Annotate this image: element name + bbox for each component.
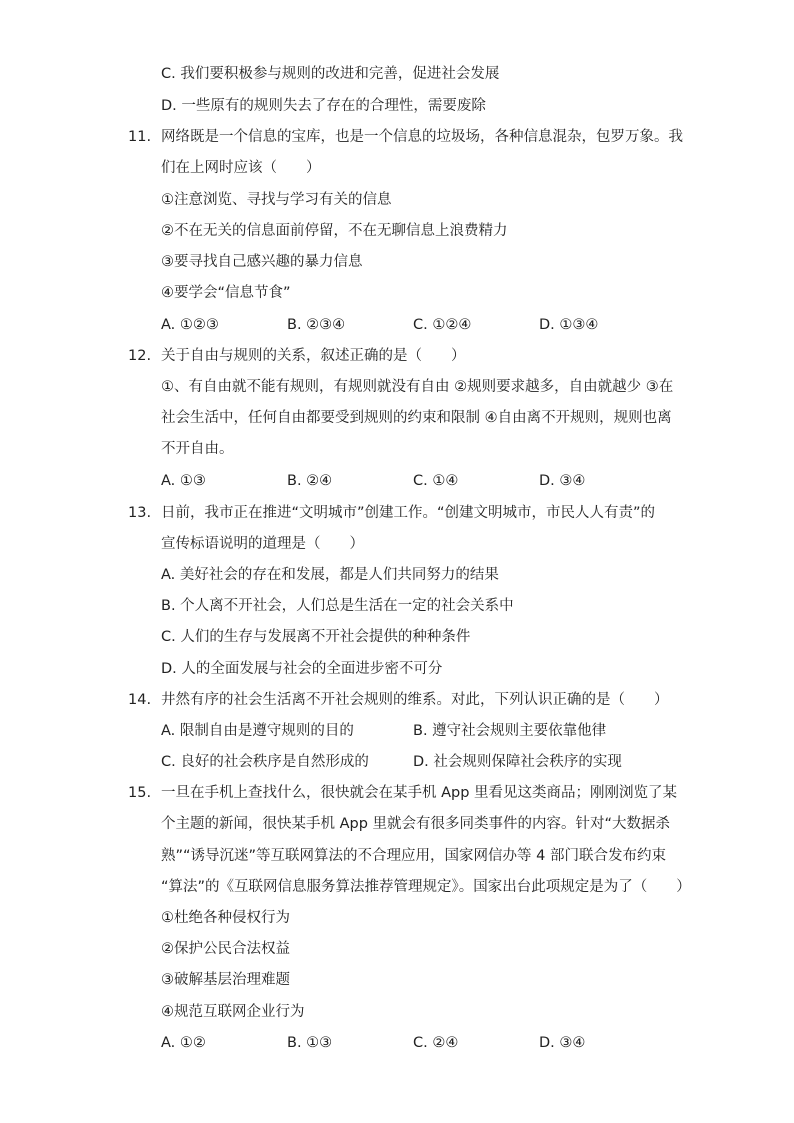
q12-option-d: D. ③④ (539, 473, 586, 489)
q13-option-b: B. 个人离不开社会，人们总是生活在一定的社会关系中 (161, 598, 514, 614)
q14-stem-line1: 井然有序的社会生活离不开社会规则的维系。对此，下列认识正确的是（ ） (161, 692, 669, 708)
q14-number: 14. (128, 692, 152, 708)
q14-option-d: D. 社会规则保障社会秩序的实现 (413, 754, 622, 770)
q15-option-c: C. ②④ (413, 1035, 459, 1051)
q12-number: 12. (128, 348, 152, 364)
q11-statement-3: ③要寻找自己感兴趣的暴力信息 (161, 254, 363, 270)
q13-stem-line2: 宣传标语说明的道理是（ ） (161, 536, 364, 552)
q15-stem-line1: 一旦在手机上查找什么，很快就会在某手机 App 里看见这类商品；刚刚浏览了某 (161, 785, 678, 801)
q15-stem-line4: “算法”的《互联网信息服务算法推荐管理规定》。国家出台此项规定是为了（ ） (161, 879, 691, 895)
q12-option-a: A. ①③ (161, 473, 206, 489)
q11-statement-4: ④要学会“信息节食” (161, 285, 291, 301)
q13-option-d: D. 人的全面发展与社会的全面进步密不可分 (161, 661, 443, 677)
q15-option-d: D. ③④ (539, 1035, 586, 1051)
q11-option-d: D. ①③④ (539, 317, 599, 333)
q11-statement-1: ①注意浏览、寻找与学习有关的信息 (161, 192, 392, 208)
q15-statement-4: ④规范互联网企业行为 (161, 1004, 305, 1020)
q14-option-c: C. 良好的社会秩序是自然形成的 (161, 754, 369, 770)
q13-option-a: A. 美好社会的存在和发展，都是人们共同努力的结果 (161, 567, 499, 583)
q15-option-b: B. ①③ (287, 1035, 333, 1051)
q15-stem-line3: 熟”“诱导沉迷”等互联网算法的不合理应用，国家网信办等 4 部门联合发布约束 (161, 848, 666, 864)
q12-stem-line2: ①、有自由就不能有规则，有规则就没有自由 ②规则要求越多，自由就越少 ③在 (161, 379, 674, 395)
q12-option-b: B. ②④ (287, 473, 333, 489)
q11-option-a: A. ①②③ (161, 317, 219, 333)
q13-stem-line1: 日前，我市正在推进“文明城市”创建工作。“创建文明城市，市民人人有责”的 (161, 505, 656, 521)
q11-statement-2: ②不在无关的信息面前停留，不在无聊信息上浪费精力 (161, 223, 508, 239)
q15-number: 15. (128, 785, 152, 801)
q11-number: 11. (128, 129, 152, 145)
q12-option-c: C. ①④ (413, 473, 459, 489)
q13-number: 13. (128, 505, 152, 521)
q12-stem-line1: 关于自由与规则的关系，叙述正确的是（ ） (161, 348, 466, 364)
q15-statement-3: ③破解基层治理难题 (161, 972, 290, 988)
q11-stem-line1: 网络既是一个信息的宝库，也是一个信息的垃圾场，各种信息混杂，包罗万象。我 (161, 129, 683, 145)
q11-stem-line2: 们在上网时应该（ ） (161, 160, 321, 176)
q13-option-c: C. 人们的生存与发展离不开社会提供的种种条件 (161, 629, 471, 645)
q15-option-a: A. ①② (161, 1035, 206, 1051)
q12-stem-line3: 社会生活中，任何自由都要受到规则的约束和限制 ④自由离不开规则，规则也离 (161, 410, 672, 426)
q10-option-d: D. 一些原有的规则失去了存在的合理性，需要废除 (161, 98, 486, 114)
q12-stem-line4: 不开自由。 (161, 441, 234, 457)
q14-option-b: B. 遵守社会规则主要依靠他律 (413, 723, 607, 739)
q14-option-a: A. 限制自由是遵守规则的目的 (161, 723, 354, 739)
q15-statement-2: ②保护公民合法权益 (161, 941, 290, 957)
q11-option-c: C. ①②④ (413, 317, 472, 333)
q10-option-c: C. 我们要积极参与规则的改进和完善，促进社会发展 (161, 66, 500, 82)
q15-stem-line2: 个主题的新闻，很快某手机 App 里就会有很多同类事件的内容。针对“大数据杀 (161, 816, 671, 832)
q11-option-b: B. ②③④ (287, 317, 346, 333)
q15-statement-1: ①杜绝各种侵权行为 (161, 910, 290, 926)
